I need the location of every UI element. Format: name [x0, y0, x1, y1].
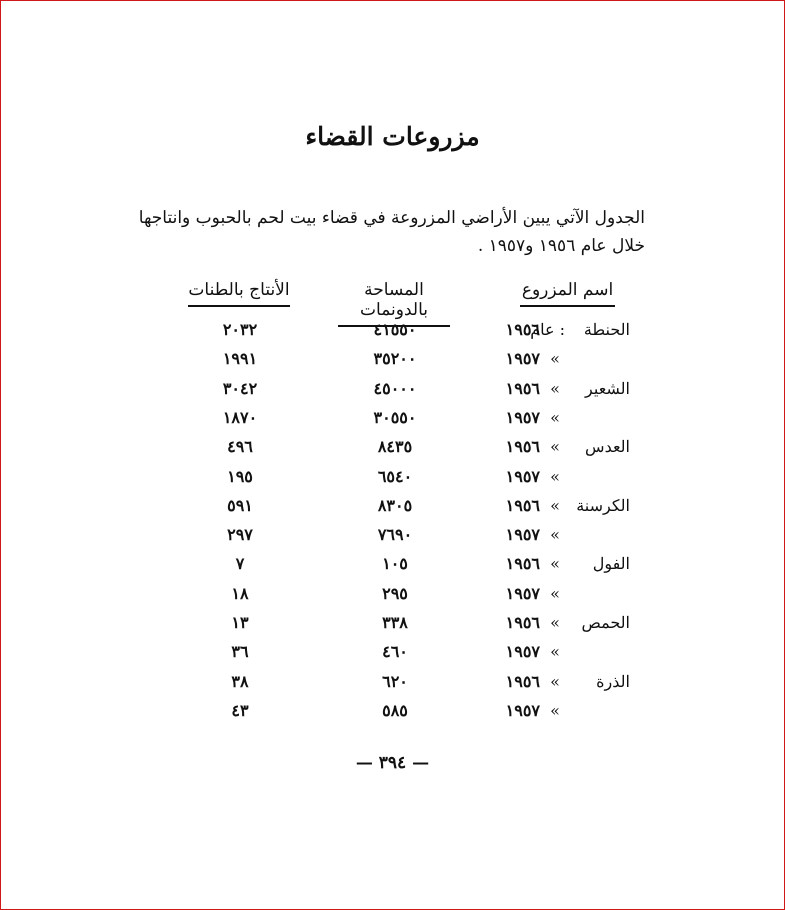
- year-prefix-cell: »: [550, 583, 560, 603]
- production-cell: ٢٠٣٢: [222, 320, 258, 339]
- table-row: [0, 701, 785, 730]
- year-cell: ١٩٥٧: [505, 466, 540, 486]
- year-prefix-cell: : عام: [530, 320, 565, 339]
- year-prefix-cell: »: [550, 407, 560, 427]
- year-cell: ١٩٥٦: [505, 554, 540, 574]
- crop-name-cell: الفول: [592, 554, 630, 574]
- year-prefix-cell: »: [550, 437, 560, 457]
- table-row: [0, 437, 785, 466]
- year-cell: ١٩٥٧: [505, 642, 540, 662]
- table-row: [0, 467, 785, 496]
- crop-name-cell: الحمص: [581, 613, 630, 632]
- crop-name-cell: الحنطة: [583, 320, 630, 339]
- production-cell: ١٨: [231, 583, 249, 603]
- crop-name-cell: الذرة: [596, 671, 630, 691]
- year-prefix-cell: »: [550, 642, 560, 662]
- production-cell: ١٩٩١: [222, 349, 258, 369]
- production-cell: ٣٦: [231, 642, 249, 662]
- area-cell: ١٠٥: [382, 554, 408, 574]
- area-cell: ٣٠٥٥٠: [373, 407, 417, 427]
- table-row: [0, 525, 785, 554]
- area-cell: ٤٥٠٠٠: [373, 378, 417, 398]
- table-row: [0, 613, 785, 642]
- crop-name-cell: الكرسنة: [576, 495, 630, 515]
- year-cell: ١٩٥٦: [505, 613, 540, 632]
- production-cell: ١٣: [231, 613, 249, 632]
- production-cell: ٣٨: [231, 671, 249, 691]
- area-cell: ٦٥٤٠: [377, 466, 413, 486]
- table-row: [0, 554, 785, 583]
- year-cell: ١٩٥٧: [505, 525, 540, 545]
- crop-name-cell: العدس: [585, 437, 630, 457]
- production-cell: ٥٩١: [227, 495, 253, 515]
- area-cell: ٢٩٥: [382, 583, 408, 603]
- page-title: مزروعات القضاء: [305, 122, 480, 151]
- area-cell: ٣٣٨: [382, 613, 408, 632]
- year-prefix-cell: »: [550, 525, 560, 545]
- column-header-area: المساحة بالدونمات: [338, 280, 450, 327]
- year-cell: ١٩٥٧: [505, 349, 540, 369]
- area-cell: ٧٦٩٠: [377, 525, 413, 545]
- table-row: [0, 349, 785, 378]
- year-cell: ١٩٥٦: [505, 320, 540, 339]
- table-row: [0, 408, 785, 437]
- production-cell: ٤٩٦: [227, 437, 253, 457]
- area-cell: ٤٦٠: [382, 642, 408, 662]
- table-row: [0, 379, 785, 408]
- year-prefix-cell: »: [550, 554, 560, 574]
- column-header-crop: اسم المزروع: [520, 280, 615, 307]
- table-row: [0, 642, 785, 671]
- production-cell: ٧: [235, 554, 245, 574]
- year-prefix-cell: »: [550, 671, 560, 691]
- year-cell: ١٩٥٦: [505, 495, 540, 515]
- table-row: [0, 584, 785, 613]
- year-prefix-cell: »: [550, 495, 560, 515]
- area-cell: ٥٨٥: [382, 700, 408, 720]
- year-cell: ١٩٥٧: [505, 583, 540, 603]
- year-cell: ١٩٥٦: [505, 378, 540, 398]
- area-cell: ٨٣٠٥: [377, 495, 413, 515]
- year-cell: ١٩٥٧: [505, 407, 540, 427]
- production-cell: ١٨٧٠: [222, 407, 258, 427]
- area-cell: ٣٥٢٠٠: [373, 349, 417, 369]
- area-cell: ٦٢٠: [382, 671, 408, 691]
- year-prefix-cell: »: [550, 349, 560, 369]
- production-cell: ١٩٥: [227, 466, 253, 486]
- year-prefix-cell: »: [550, 378, 560, 398]
- column-header-production: الأنتاج بالطنات: [188, 280, 290, 307]
- year-cell: ١٩٥٦: [505, 437, 540, 457]
- year-cell: ١٩٥٧: [505, 700, 540, 720]
- production-cell: ٣٠٤٢: [222, 378, 258, 398]
- intro-text-line-1: الجدول الآتي يبين الأراضي المزروعة في قضاء بيت لحم بالحبوب وانتاجها: [138, 208, 645, 228]
- year-prefix-cell: »: [550, 700, 560, 720]
- area-cell: ٤١٥٥٠: [373, 320, 417, 339]
- crop-name-cell: الشعير: [585, 378, 630, 398]
- table-row: [0, 672, 785, 701]
- area-cell: ٨٤٣٥: [377, 437, 413, 457]
- year-cell: ١٩٥٦: [505, 671, 540, 691]
- year-prefix-cell: »: [550, 466, 560, 486]
- page-number: — ٣٩٤ —: [355, 753, 430, 773]
- production-cell: ٤٣: [231, 700, 249, 720]
- table-row: [0, 320, 785, 349]
- intro-text-line-2: خلال عام ١٩٥٦ و١٩٥٧ .: [477, 236, 645, 256]
- table-row: [0, 496, 785, 525]
- year-prefix-cell: »: [550, 613, 560, 632]
- production-cell: ٢٩٧: [227, 525, 253, 545]
